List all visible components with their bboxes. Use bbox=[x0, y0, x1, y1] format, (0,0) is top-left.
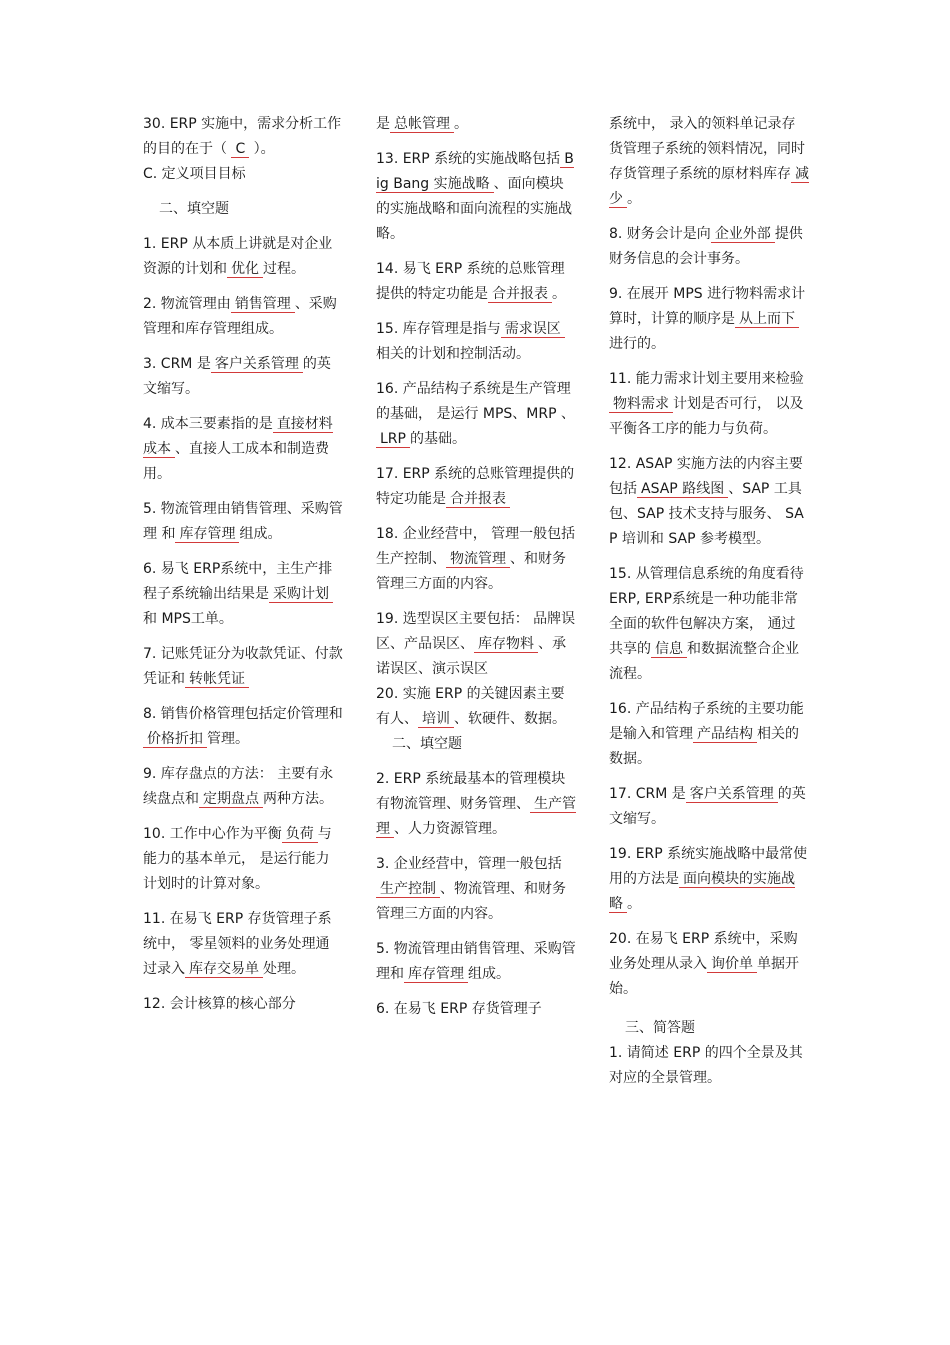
answer-blank: 需求误区 bbox=[501, 321, 565, 338]
answer-blank: 客户关系管理 bbox=[686, 786, 778, 803]
answer-blank: 转帐凭证 bbox=[185, 671, 249, 688]
answer-blank: C bbox=[231, 141, 249, 158]
question-13: 13. ERP 系统的实施战略包括 Big Bang 实施战略 、面向模块的实施战略和面向流程的实施战略。 bbox=[376, 151, 574, 242]
answer-blank: 采购计划 bbox=[269, 586, 333, 603]
question-19: 19. 选型误区主要包括： 品牌误区、产品误区、 库存物料 、承诺误区、演示误区 bbox=[376, 611, 576, 677]
answer-blank: 面向模块的实施战略 bbox=[609, 871, 795, 912]
answer-blank: 优化 bbox=[227, 261, 263, 278]
question-12: 12. 会计核算的核心部分 bbox=[143, 996, 296, 1012]
question-30: 30. ERP 实施中，需求分析工作的目的在于（ C ）。 bbox=[143, 116, 342, 157]
answer-blank: 物流管理 bbox=[446, 551, 510, 568]
question-3b: 3. 企业经营中，管理一般包括生产控制 、物流管理、和财务管理三方面的内容。 bbox=[376, 856, 566, 922]
section-heading: 二、填空题 bbox=[159, 201, 229, 217]
answer-blank: 客户关系管理 bbox=[211, 356, 303, 373]
answer-blank: 定期盘点 bbox=[199, 791, 263, 808]
question-11b: 11. 能力需求计划主要用来检验物料需求 计划是否可行， 以及平衡各工序的能力与负荷。 bbox=[609, 371, 804, 437]
answer-blank: 从上而下 bbox=[735, 311, 799, 328]
question-7: 7. 记账凭证分为收款凭证、付款凭证和 转帐凭证 bbox=[143, 646, 343, 687]
question-17: 17. ERP 系统的总账管理提供的特定功能是 合并报表 bbox=[376, 466, 575, 507]
answer-blank: 企业外部 bbox=[711, 226, 775, 243]
question-2: 2. 物流管理由 销售管理 、采购管理和库存管理组成。 bbox=[143, 296, 337, 337]
answer-blank: 总帐管理 bbox=[390, 116, 454, 133]
answer-blank: 库存管理 bbox=[404, 966, 468, 983]
question-1: 1. ERP 从本质上讲就是对企业资源的计划和 优化 过程。 bbox=[143, 236, 333, 277]
answer-blank: 生产管理 bbox=[376, 796, 576, 837]
question-4: 4. 成本三要素指的是 直接材料成本 、直接人工成本和制造费用。 bbox=[143, 416, 333, 482]
answer-blank: 直接材料成本 bbox=[143, 416, 333, 457]
question-11: 11. 在易飞 ERP 存货管理子系统中， 零星领料的业务处理通过录入 库存交易单 处理。 bbox=[143, 911, 332, 977]
answer-blank: 库存管理 bbox=[175, 526, 239, 543]
answer-blank: 合并报表 bbox=[446, 491, 510, 508]
question-20b: 20. 在易飞 ERP 系统中，采购业务处理从录入 询价单 单据开始。 bbox=[609, 931, 799, 997]
question-14: 14. 易飞 ERP 系统的总账管理提供的特定功能是 合并报表 。 bbox=[376, 261, 566, 302]
section-heading: 三、简答题 bbox=[625, 1020, 695, 1036]
answer-blank: 库存物料 bbox=[474, 636, 538, 653]
answer-blank: LRP bbox=[376, 431, 410, 448]
question-15b: 15. 从管理信息系统的角度看待 ERP, ERP系统是一种功能非常全面的软件包解决方案， 通过共享的 信息 和数据流整合企业流程。 bbox=[609, 566, 804, 682]
answer-blank: 负荷 bbox=[282, 826, 318, 843]
question-12b: 12. ASAP 实施方法的内容主要包括 ASAP 路线图 、SAP 工具包、SAP 技术支持与服务、 SAP 培训和 SAP 参考模型。 bbox=[609, 456, 804, 547]
question-6: 6. 易飞 ERP系统中，主生产排程子系统输出结果是 采购计划和 MPS工单。 bbox=[143, 561, 333, 627]
question-6b-cont: 系统中， 录入的领料单记录存货管理子系统的领料情况，同时存货管理子系统的原材料库存 减少 。 bbox=[609, 116, 809, 207]
column-3 bbox=[609, 112, 809, 1101]
question-17b: 17. CRM 是 客户关系管理 的英文缩写。 bbox=[609, 786, 806, 827]
question-20: 20. 实施 ERP 的关键因素主要有人、 培训 、软硬件、数据。 bbox=[376, 686, 566, 727]
question-10: 10. 工作中心作为平衡 负荷 与能力的基本单元， 是运行能力计划时的计算对象。 bbox=[143, 826, 332, 892]
question-5b: 5. 物流管理由销售管理、采购管理和 库存管理 组成。 bbox=[376, 941, 576, 982]
question-19b: 19. ERP 系统实施战略中最常使用的方法是 面向模块的实施战略 。 bbox=[609, 846, 808, 912]
answer-blank: 培训 bbox=[418, 711, 454, 728]
question-5: 5. 物流管理由销售管理、采购管理 和 库存管理 组成。 bbox=[143, 501, 343, 542]
question-16b: 16. 产品结构子系统的主要功能是输入和管理 产品结构 相关的数据。 bbox=[609, 701, 804, 767]
question-8: 8. 销售价格管理包括定价管理和价格折扣 管理。 bbox=[143, 706, 343, 747]
answer-blank: Big Bang 实施战略 bbox=[376, 151, 574, 192]
short-answer-1: 1. 请简述 ERP 的四个全景及其对应的全景管理。 bbox=[609, 1045, 803, 1086]
answer-option: C. 定义项目目标 bbox=[143, 166, 246, 182]
question-2b: 2. ERP 系统最基本的管理模块有物流管理、财务管理、 生产管理 、人力资源管理。 bbox=[376, 771, 576, 837]
answer-blank: ASAP 路线图 bbox=[637, 481, 728, 498]
answer-blank: 减少 bbox=[609, 166, 809, 207]
question-9b: 9. 在展开 MPS 进行物料需求计算时，计算的顺序是 从上而下进行的。 bbox=[609, 286, 806, 352]
question-12-cont: 是 总帐管理 。 bbox=[376, 116, 468, 132]
answer-blank: 销售管理 bbox=[231, 296, 295, 313]
section-heading: 二、填空题 bbox=[392, 736, 462, 752]
question-8b: 8. 财务会计是向 企业外部 提供财务信息的会计事务。 bbox=[609, 226, 803, 267]
question-3: 3. CRM 是 客户关系管理 的英文缩写。 bbox=[143, 356, 331, 397]
answer-blank: 信息 bbox=[651, 641, 687, 658]
column-1 bbox=[143, 112, 343, 1027]
answer-blank: 询价单 bbox=[707, 956, 757, 973]
answer-blank: 产品结构 bbox=[693, 726, 757, 743]
answer-blank: 物料需求 bbox=[609, 396, 673, 413]
answer-blank: 库存交易单 bbox=[185, 961, 263, 978]
answer-blank: 价格折扣 bbox=[143, 731, 207, 748]
answer-blank: 合并报表 bbox=[488, 286, 552, 303]
column-2 bbox=[376, 112, 576, 1032]
question-6b: 6. 在易飞 ERP 存货管理子 bbox=[376, 1001, 542, 1017]
answer-blank: 生产控制 bbox=[376, 881, 440, 898]
question-18: 18. 企业经营中， 管理一般包括生产控制、 物流管理 、和财务管理三方面的内容。 bbox=[376, 526, 576, 592]
question-15: 15. 库存管理是指与 需求误区相关的计划和控制活动。 bbox=[376, 317, 576, 367]
question-9: 9. 库存盘点的方法： 主要有永续盘点和 定期盘点 两种方法。 bbox=[143, 766, 334, 807]
question-16: 16. 产品结构子系统是生产管理的基础， 是运行 MPS、MRP 、LRP 的基础。 bbox=[376, 381, 576, 447]
